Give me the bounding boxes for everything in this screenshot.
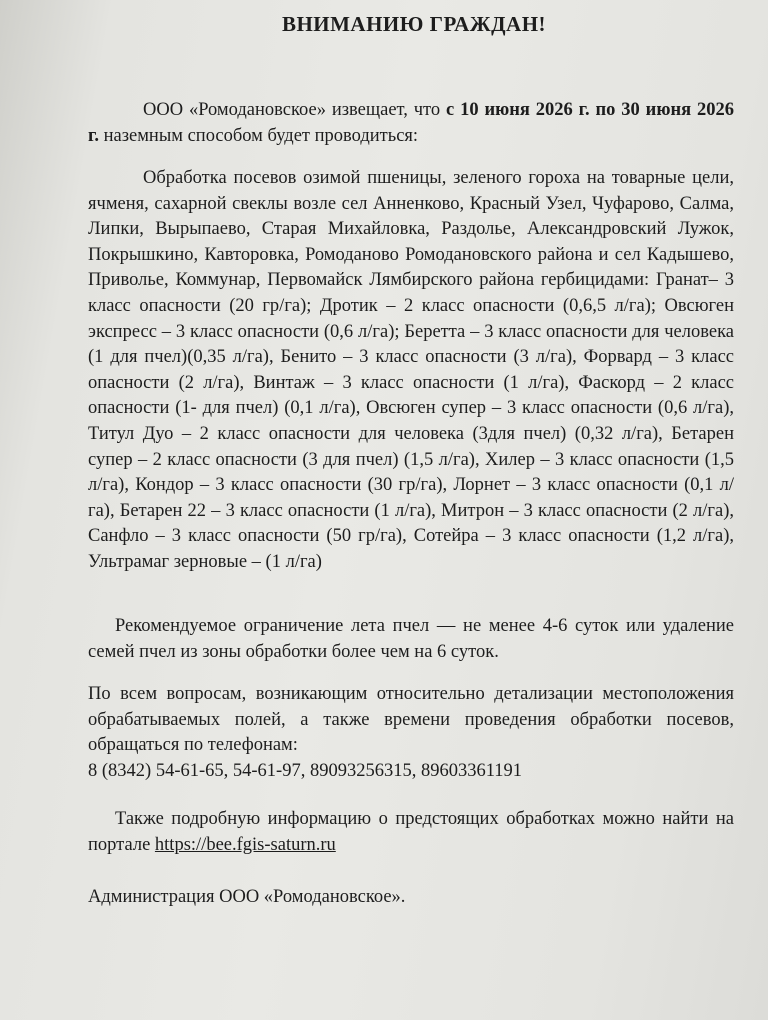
notice-title: ВНИМАНИЮ ГРАЖДАН!: [281, 12, 547, 36]
intro-dates: с 10 июня 2026 г. по 30 июня 2026 г.: [88, 100, 734, 146]
contacts-paragraph: [88, 682, 734, 784]
signature: Администрация ООО «Ромодановское».: [88, 887, 406, 907]
portal-text: Также подробную информацию о предстоящих обработках можно найти на портале: [88, 809, 734, 855]
treatment-paragraph: Обработка посевов озимой пшеницы, зеленого гороха на товарные цели, ячменя, сахарной свеклы возле сел Анненково, Красный Узел, Чуфарово, Салма, Липки, Вырыпаево, Старая Михайловка, Раздолье, Александровский Лужок, Покрышкино, Кавторовка, Ромоданово Ромодановского района и сел Кадышево, Приволье, Коммунар, Первомайск Лямбирского района гербицидами: Гранат– 3 класс опасности (20 гр/га); Дротик – 2 класс опасности (0,6,5 л/га); Овсюген экспресс – 3 класс опасности (0,6 л/га); Беретта – 3 класс опасности для человека (1 для пчел)(0,35 л/га), Бенито – 3 класс опасности (3 л/га), Форвард – 3 класс опасности (2 л/га), Винтаж – 3 класс опасности (1 л/га), Фаскорд – 2 класс опасности (1- для пчел) (0,1 л/га), Овсюген супер – 3 класс опасности (0,6 л/га), Титул Дуо – 2 класс опасности для человека (3для пчел) (0,32 л/га), Бетарен супер – 2 класс опасности (3 для пчел) (1,5 л/га), Хилер – 3 класс опасности (1,5 л/га), Кондор – 3 класс опасности (30 гр/га), Лорнет – 3 класс опасности (0,1 л/га), Бетарен 22 – 3 класс опасности (1 л/га), Митрон – 3 класс опасности (2 л/га), Санфло – 3 класс опасности (50 гр/га), Сотейра – 3 класс опасности (1,2 л/га), Ультрамаг зерновые – (1 л/га): [88, 168, 734, 572]
portal-paragraph: [88, 807, 734, 858]
intro-text-start: ООО «Ромодановское» извещает, что: [143, 100, 447, 120]
portal-link[interactable]: https://bee.fgis-saturn.ru: [154, 834, 336, 855]
contacts-text: По всем вопросам, возникающим относительно детализации местоположения обрабатываемых полей, а также времени проведения обработки посевов, обращаться по телефонам:: [88, 684, 734, 756]
bee-recommendation: Рекомендуемое ограничение лета пчел — не менее 4-6 суток или удаление семей пчел из зоны обработки более чем на 6 суток.: [88, 616, 734, 662]
intro-paragraph: [88, 98, 734, 149]
contacts-phones: 8 (8342) 54-61-65, 54-61-97, 89093256315, 89603361191: [88, 760, 523, 781]
intro-text-end: наземным способом будет проводиться:: [98, 125, 419, 146]
